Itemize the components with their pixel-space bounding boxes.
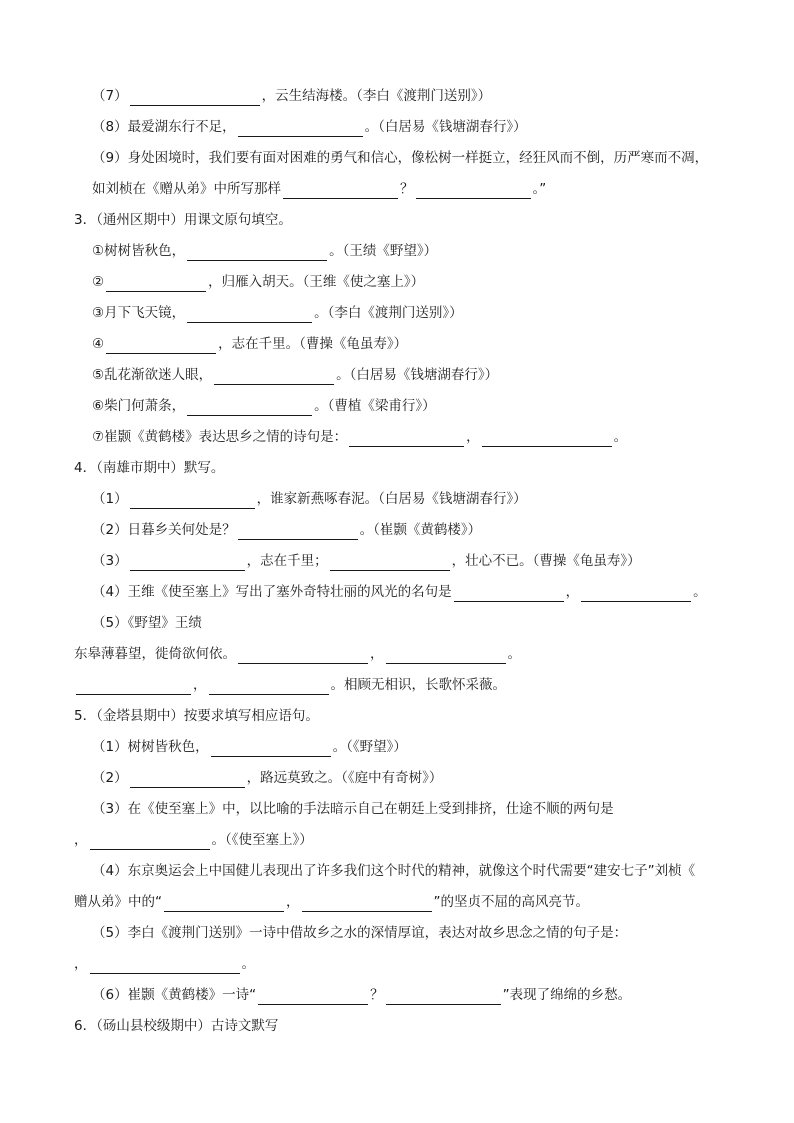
line-q5-2: （2） ，路远莫致之。（《庭中有奇树》）	[92, 770, 443, 786]
question-3-heading: 3．（通州区期中）用课文原句填空。	[74, 212, 292, 228]
question-6-heading: 6．（砀山县校级期中）古诗文默写	[74, 1018, 279, 1034]
fill-blank[interactable]	[187, 400, 312, 416]
line-q2-9-cont: 如刘桢在《赠从弟》中所写那样 ？ 。”	[92, 181, 547, 197]
line-q5-1: （1）树树皆秋色， 。（《野望》）	[92, 739, 407, 755]
fill-blank[interactable]	[130, 772, 245, 788]
fill-blank[interactable]	[238, 121, 363, 137]
fill-blank[interactable]	[130, 555, 245, 571]
line-q4-5-poem-1: 东皋薄暮望，徙倚欲何依。 ， 。	[74, 646, 521, 662]
fill-blank[interactable]	[283, 183, 398, 199]
fill-blank[interactable]	[130, 493, 255, 509]
fill-blank[interactable]	[454, 586, 564, 602]
line-q5-4-cont: 赠从弟》中的“ ， ”的坚贞不屈的高风亮节。	[74, 894, 589, 910]
fill-blank[interactable]	[211, 741, 331, 757]
line-q4-1: （1） ，谁家新燕啄春泥。（白居易《钱塘湖春行》）	[92, 491, 527, 507]
line-q3-1: ①树树皆秋色， 。（王绩《野望》）	[92, 243, 438, 259]
fill-blank[interactable]	[349, 431, 464, 447]
line-q5-3: （3）在《使至塞上》中，以比喻的手法暗示自己在朝廷上受到排挤，仕途不顺的两句是	[92, 801, 614, 817]
line-q5-5-cont: ， 。	[74, 956, 255, 972]
fill-blank[interactable]	[76, 679, 191, 695]
fill-blank[interactable]	[164, 896, 284, 912]
fill-blank[interactable]	[209, 679, 329, 695]
fill-blank[interactable]	[258, 989, 368, 1005]
line-q5-4: （4）东京奥运会上中国健儿表现出了许多我们这个时代的精神，就像这个时代需要“建安七子”刘桢《	[92, 863, 696, 879]
line-q4-5: （5）《野望》王绩	[92, 615, 202, 631]
line-q3-5: ⑤乱花渐欲迷人眼， 。（白居易《钱塘湖春行》）	[92, 367, 499, 383]
fill-blank[interactable]	[330, 555, 450, 571]
line-q2-9: （9）身处困境时，我们要有面对困难的勇气和信心，像松树一样挺立，经狂风而不倒，历严寒而不凋，	[92, 150, 709, 166]
fill-blank[interactable]	[106, 338, 216, 354]
line-q5-6: （6）崔颢《黄鹤楼》一诗“ ？ ”表现了绵绵的乡愁。	[92, 987, 632, 1003]
fill-blank[interactable]	[90, 834, 210, 850]
fill-blank[interactable]	[187, 307, 312, 323]
question-5-heading: 5．（金塔县期中）按要求填写相应语句。	[74, 708, 319, 724]
fill-blank[interactable]	[416, 183, 531, 199]
line-q4-5-poem-2: ， 。相顾无相识，长歌怀采薇。	[0, 675, 794, 695]
line-q4-4: （4）王维《使至塞上》写出了塞外奇特壮丽的风光的名句是 ， 。	[92, 584, 707, 600]
fill-blank[interactable]	[386, 989, 501, 1005]
fill-blank[interactable]	[386, 648, 506, 664]
fill-blank[interactable]	[214, 369, 334, 385]
line-q2-8: （8）最爱湖东行不足， 。（白居易《钱塘湖春行》）	[92, 119, 527, 135]
line-q5-5: （5）李白《渡荆门送别》一诗中借故乡之水的深情厚谊，表达对故乡思念之情的句子是：	[92, 925, 628, 941]
fill-blank[interactable]	[482, 431, 612, 447]
question-4-heading: 4．（南雄市期中）默写。	[74, 460, 225, 476]
fill-blank[interactable]	[238, 648, 368, 664]
fill-blank[interactable]	[187, 245, 327, 261]
line-q5-3-cont: ， 。（《使至塞上》）	[74, 832, 313, 848]
fill-blank[interactable]	[302, 896, 432, 912]
fill-blank[interactable]	[106, 276, 206, 292]
line-q3-6: ⑥柴门何萧条， 。（曹植《梁甫行》）	[92, 398, 436, 414]
line-q3-2: ② ，归雁入胡天。（王维《使之塞上》）	[92, 274, 425, 290]
fill-blank[interactable]	[130, 90, 260, 106]
line-q3-3: ③月下飞天镜， 。（李白《渡荆门送别》）	[92, 305, 463, 321]
line-q3-4: ④ ，志在千里。（曹操《龟虽寿》）	[92, 336, 408, 352]
line-q2-7: （7） ，云生结海楼。（李白《渡荆门送别》）	[92, 88, 492, 104]
line-q4-3: （3） ，志在千里； ，壮心不已。（曹操《龟虽寿》）	[92, 553, 641, 569]
fill-blank[interactable]	[238, 524, 358, 540]
line-q3-7: ⑦崔颢《黄鹤楼》表达思乡之情的诗句是： ， 。	[92, 429, 628, 445]
line-q4-2: （2）日暮乡关何处是？ 。（崔颢《黄鹤楼》）	[92, 522, 482, 538]
fill-blank[interactable]	[90, 958, 240, 974]
fill-blank[interactable]	[581, 586, 691, 602]
